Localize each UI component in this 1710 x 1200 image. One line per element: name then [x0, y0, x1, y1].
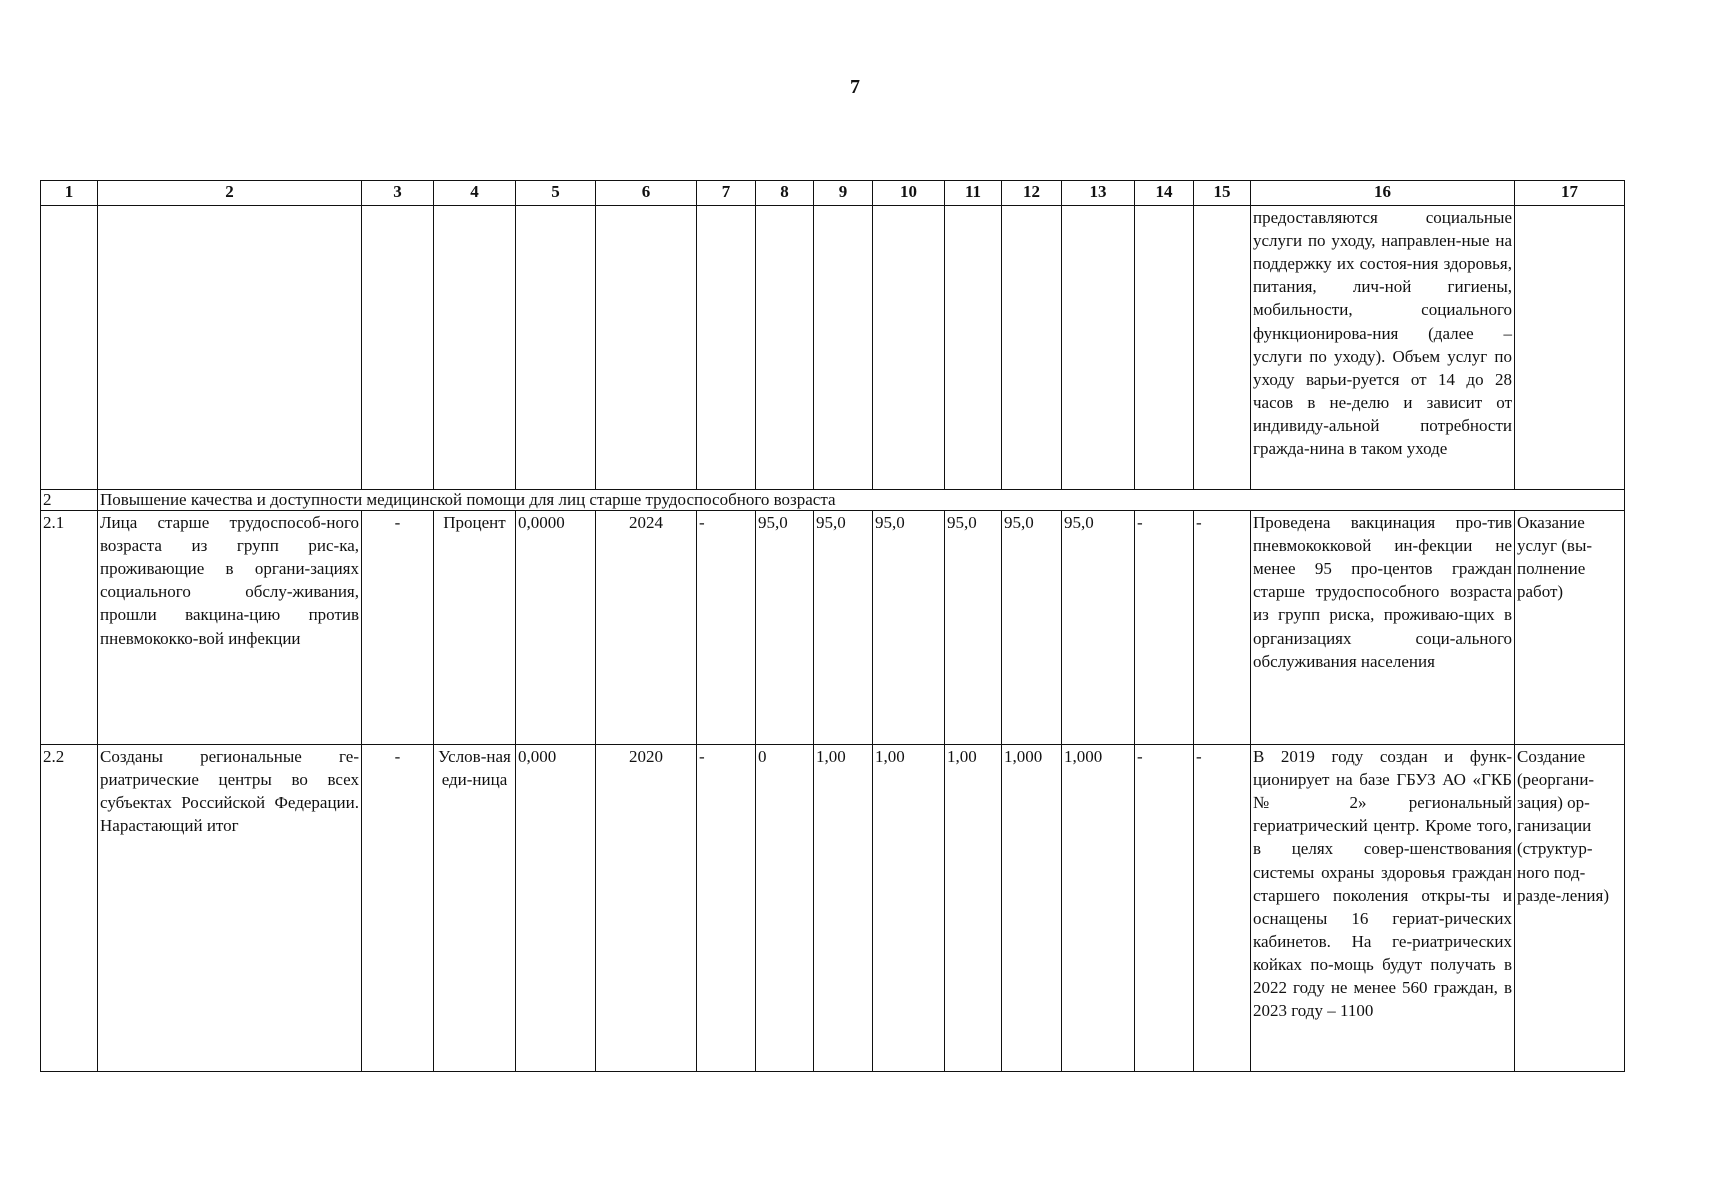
value-cell: 95,0 [873, 511, 945, 745]
col-header: 11 [945, 181, 1002, 206]
value-cell: 95,0 [1002, 511, 1062, 745]
base-value-cell: 0,000 [516, 745, 596, 1072]
table-row [41, 511, 1625, 745]
section-number: 2 [41, 490, 98, 511]
table-cell [1135, 206, 1194, 490]
col-header: 16 [1251, 181, 1515, 206]
value-cell: 95,0 [756, 511, 814, 745]
table-cell [362, 206, 434, 490]
value-cell: 1,00 [945, 745, 1002, 1072]
col-header: 7 [697, 181, 756, 206]
table-cell [1515, 206, 1625, 490]
value-cell: 95,0 [814, 511, 873, 745]
unit-cell: Процент [434, 511, 516, 745]
col-header: 2 [98, 181, 362, 206]
value-cell: 0 [756, 745, 814, 1072]
indicator-name: Лица старше трудоспособ-ного возраста из групп рис-ка, проживающие в органи-зациях социального обслу-живания, прошли вакцина-цию против пневмококко-вой инфекции [98, 511, 362, 745]
table-cell [41, 206, 98, 490]
table-cell: - [697, 745, 756, 1072]
col-header: 17 [1515, 181, 1625, 206]
table-cell: - [362, 745, 434, 1072]
col-header: 13 [1062, 181, 1135, 206]
value-cell: 95,0 [945, 511, 1002, 745]
table-cell: - [1135, 745, 1194, 1072]
result-description-cell: В 2019 году создан и функ-ционирует на базе ГБУЗ АО «ГКБ № 2» региональный гериатрический центр. Кроме того, в целях совер-шенствования системы охраны здоровья граждан старшего поколения откры-ты и оснащены 16 гериат-рических кабинетов. На ге-риатрических койках по-мощь будут получать в 2022 году не менее 560 граждан, в 2023 году – 1100 [1251, 745, 1515, 1072]
header-row [41, 181, 1625, 206]
result-description-cell: предоставляются социальные услуги по уходу, направлен-ные на поддержку их состоя-ния здоровья, питания, лич-ной гигиены, мобильности, социального функционирова-ния (далее – услуги по уходу). Объем услуг по уходу варьи-руется от 14 до 28 часов в не-делю и зависит от индивиду-альной потребности гражда-нина в таком уходе [1251, 206, 1515, 490]
table-cell: - [1135, 511, 1194, 745]
col-header: 3 [362, 181, 434, 206]
table-row [41, 206, 1625, 490]
table-cell [1062, 206, 1135, 490]
value-cell: 95,0 [1062, 511, 1135, 745]
table-cell [697, 206, 756, 490]
col-header: 12 [1002, 181, 1062, 206]
col-header: 6 [596, 181, 697, 206]
table-cell: - [1194, 511, 1251, 745]
table-cell: - [697, 511, 756, 745]
value-cell: 1,00 [814, 745, 873, 1072]
col-header: 5 [516, 181, 596, 206]
result-type-cell: Оказание услуг (вы-полнение работ) [1515, 511, 1625, 745]
result-description-cell: Проведена вакцинация про-тив пневмококковой ин-фекции не менее 95 про-центов граждан старше трудоспособного возраста из групп риска, проживаю-щих в организациях соци-ального обслуживания населения [1251, 511, 1515, 745]
unit-cell: Услов-ная еди-ница [434, 745, 516, 1072]
table-cell [814, 206, 873, 490]
table-cell [434, 206, 516, 490]
table-cell: - [362, 511, 434, 745]
value-cell: 1,00 [873, 745, 945, 1072]
table-cell: - [1194, 745, 1251, 1072]
table-cell [1194, 206, 1251, 490]
table-cell [596, 206, 697, 490]
col-header: 15 [1194, 181, 1251, 206]
table-row [41, 745, 1625, 1072]
indicators-table [40, 180, 1625, 1072]
col-header: 1 [41, 181, 98, 206]
result-type-cell: Создание (реоргани-зация) ор-ганизации (структур-ного под-разде-ления) [1515, 745, 1625, 1072]
section-row [41, 490, 1625, 511]
table-cell [1002, 206, 1062, 490]
page-number: 7 [850, 76, 860, 98]
col-header: 4 [434, 181, 516, 206]
value-cell: 1,000 [1002, 745, 1062, 1072]
table-cell [873, 206, 945, 490]
base-year-cell: 2020 [596, 745, 697, 1072]
row-number: 2.1 [41, 511, 98, 745]
col-header: 14 [1135, 181, 1194, 206]
value-cell: 1,000 [1062, 745, 1135, 1072]
base-year-cell: 2024 [596, 511, 697, 745]
col-header: 10 [873, 181, 945, 206]
col-header: 9 [814, 181, 873, 206]
table-cell [756, 206, 814, 490]
section-title: Повышение качества и доступности медицинской помощи для лиц старше трудоспособного возраста [98, 490, 1625, 511]
row-number: 2.2 [41, 745, 98, 1072]
table-cell [945, 206, 1002, 490]
indicator-name: Созданы региональные ге-риатрические центры во всех субъектах Российской Федерации. Нарастающий итог [98, 745, 362, 1072]
base-value-cell: 0,0000 [516, 511, 596, 745]
table-cell [516, 206, 596, 490]
col-header: 8 [756, 181, 814, 206]
table-cell [98, 206, 362, 490]
